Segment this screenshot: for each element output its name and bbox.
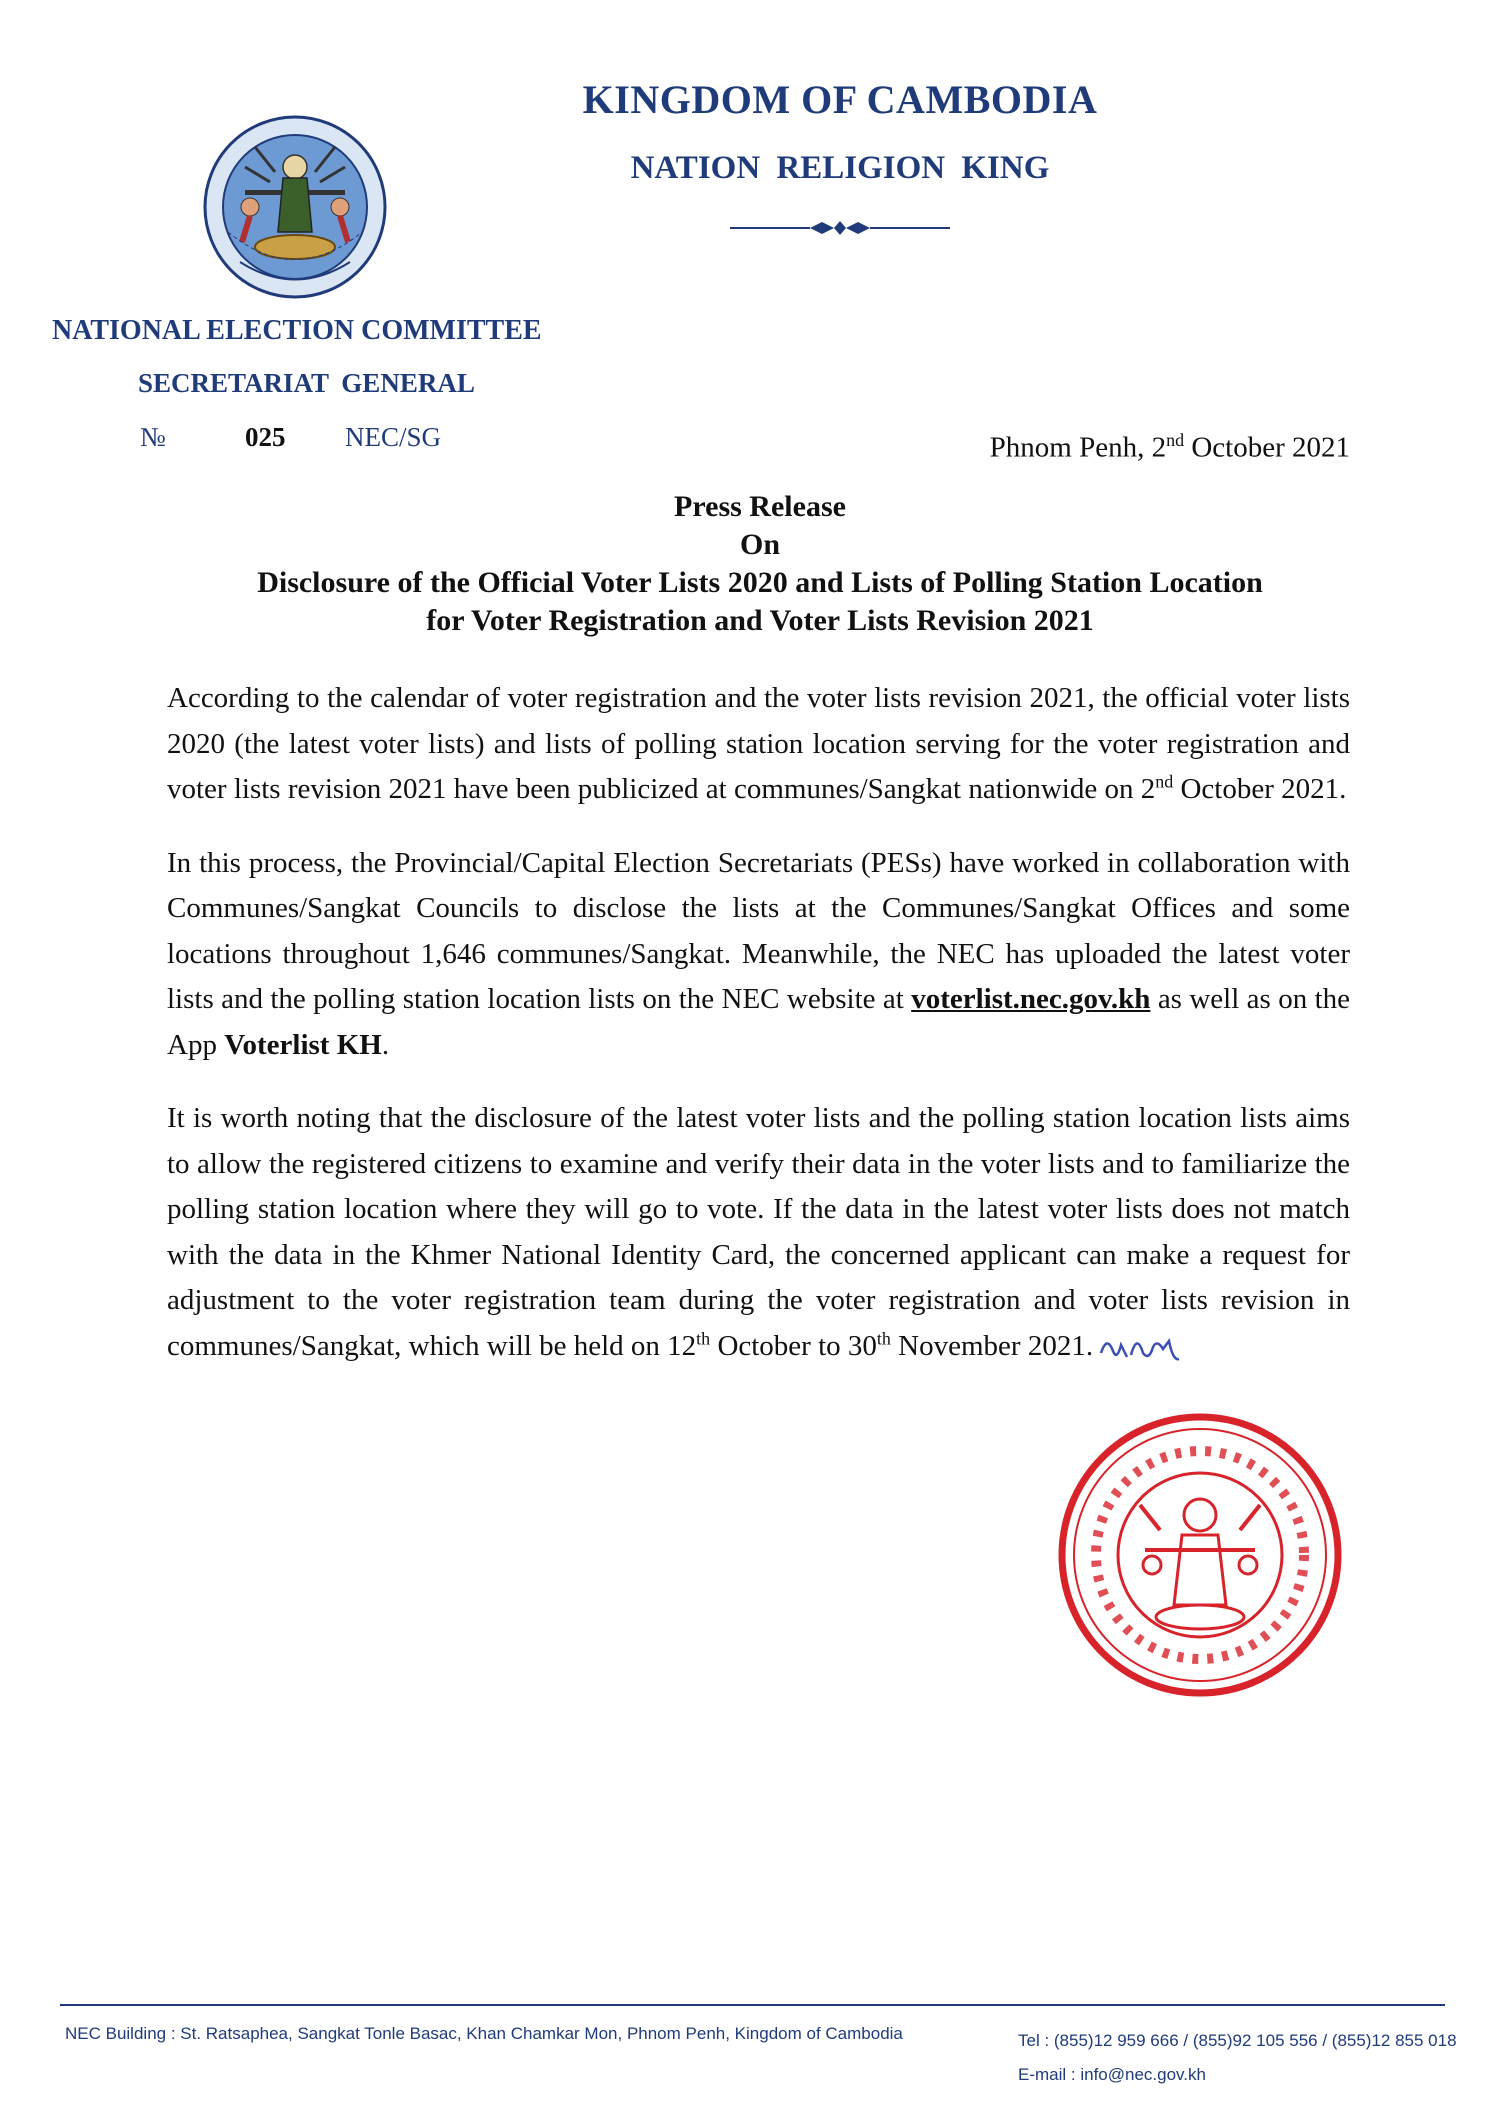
footer-contact [1018, 2024, 1457, 2092]
press-release-title [130, 488, 1390, 640]
reference-number: 025 [245, 422, 286, 452]
title-line-4: for Voter Registration and Voter Lists Revision 2021 [426, 604, 1094, 637]
footer-divider [60, 2004, 1445, 2006]
date-line [990, 430, 1350, 465]
reference-code: NEC/SG [345, 422, 442, 452]
motto-heading: NATION RELIGION KING [630, 150, 1050, 186]
secretariat-name: SECRETARIAT GENERAL [138, 368, 475, 398]
title-line-2: On [739, 528, 781, 561]
ornamental-divider [730, 218, 950, 243]
date-place: Phnom Penh, 2 [989, 431, 1167, 464]
title-line-3: Disclosure of the Official Voter Lists 2020 and Lists of Polling Station Location [257, 566, 1263, 599]
app-name: Voterlist KH [224, 1028, 382, 1061]
footer-address: NEC Building : St. Ratsaphea, Sangkat Tonle Basac, Khan Chamkar Mon, Phnom Penh, Kingdom of Cambodia [65, 2024, 903, 2043]
handwritten-initials [1097, 1331, 1187, 1380]
paragraph-3: It is worth noting that the disclosure of the latest voter lists and the polling station location lists aims to allow the registered citizens to examine and verify their data in the voter lists and to familiarize the polling station location where they will go to vote. If the data in the latest voter lists does not match with the data in the Khmer National Identity Card, the concerned applicant can make a request for adjustment to the voter registration team during the voter registration and voter lists revision in communes/Sangkat, which will be held on 12th October to 30th November 2021. [167, 1096, 1350, 1379]
committee-name: NATIONAL ELECTION COMMITTEE [52, 315, 542, 346]
reference-number-row [140, 422, 441, 453]
kingdom-heading: KINGDOM OF CAMBODIA [582, 77, 1098, 122]
voterlist-website-link[interactable]: voterlist.nec.gov.kh [911, 983, 1151, 1015]
date-rest: October 2021 [1184, 431, 1350, 464]
footer-telephone: Tel : (855)12 959 666 / (855)92 105 556 / (855)12 855 018 [1018, 2031, 1457, 2050]
footer-email[interactable]: E-mail : info@nec.gov.kh [1018, 2065, 1206, 2084]
paragraph-1: According to the calendar of voter registration and the voter lists revision 2021, the official voter lists 2020 (the latest voter lists) and lists of polling station location serving for the voter registration and voter lists revision 2021 have been publicized at communes/Sangkat nationwide on 2nd October 2021. [167, 682, 1350, 805]
paragraph-2: In this process, the Provincial/Capital Election Secretariats (PESs) have worked in collaboration with Communes/Sangkat Councils to disclose the lists at the Communes/Sangkat Offices and some locations throughout 1,646 communes/Sangkat. Meanwhile, the NEC has uploaded the latest voter lists and the polling station location lists on the NEC website at voterlist.nec.gov.kh as well as on the App Voterlist KH. [167, 846, 1350, 1061]
title-line-1: Press Release [674, 490, 846, 523]
press-release-body [167, 676, 1350, 1407]
date-suffix: nd [1166, 430, 1185, 450]
official-red-stamp [1050, 1405, 1350, 1710]
reference-number-label: № [140, 422, 166, 452]
nec-seal-emblem [200, 112, 390, 307]
